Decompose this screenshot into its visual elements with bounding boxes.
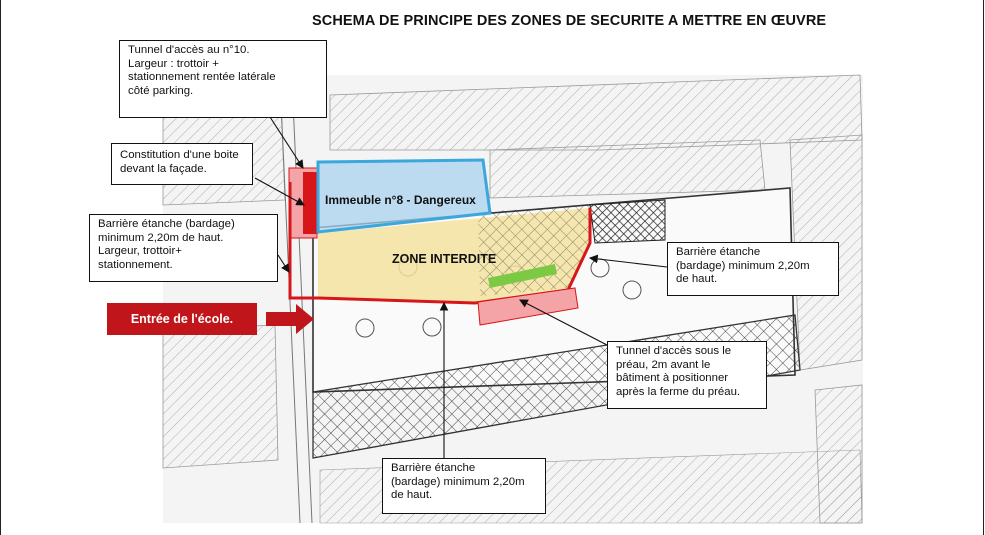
schema-title: SCHEMA DE PRINCIPE DES ZONES DE SECURITE A METTRE EN ŒUVRE [312, 13, 827, 29]
callout-boite: Constitution d'une boite devant la façade. [111, 143, 253, 185]
callout-barriere-droite: Barrière étanche (bardage) minimum 2,20m de haut. [667, 242, 839, 296]
callout-barriere-gauche: Barrière étanche (bardage) minimum 2,20m de haut. Largeur, trottoir+ stationnement. [89, 214, 278, 282]
callout-tunnel-preau: Tunnel d'accès sous le préau, 2m avant le bâtiment à positionner après la ferme du préau. [607, 341, 767, 409]
zone-interdite-label: ZONE INTERDITE [392, 252, 497, 266]
callout-tunnel-10: Tunnel d'accès au n°10. Largeur : trottoir + stationnement rentée latérale côté parking. [119, 40, 327, 118]
callout-barriere-bas: Barrière étanche (bardage) minimum 2,20m de haut. [382, 458, 546, 514]
immeuble-label: Immeuble n°8 - Dangereux [325, 193, 476, 207]
entree-ecole-label: Entrée de l'école. [107, 303, 257, 335]
